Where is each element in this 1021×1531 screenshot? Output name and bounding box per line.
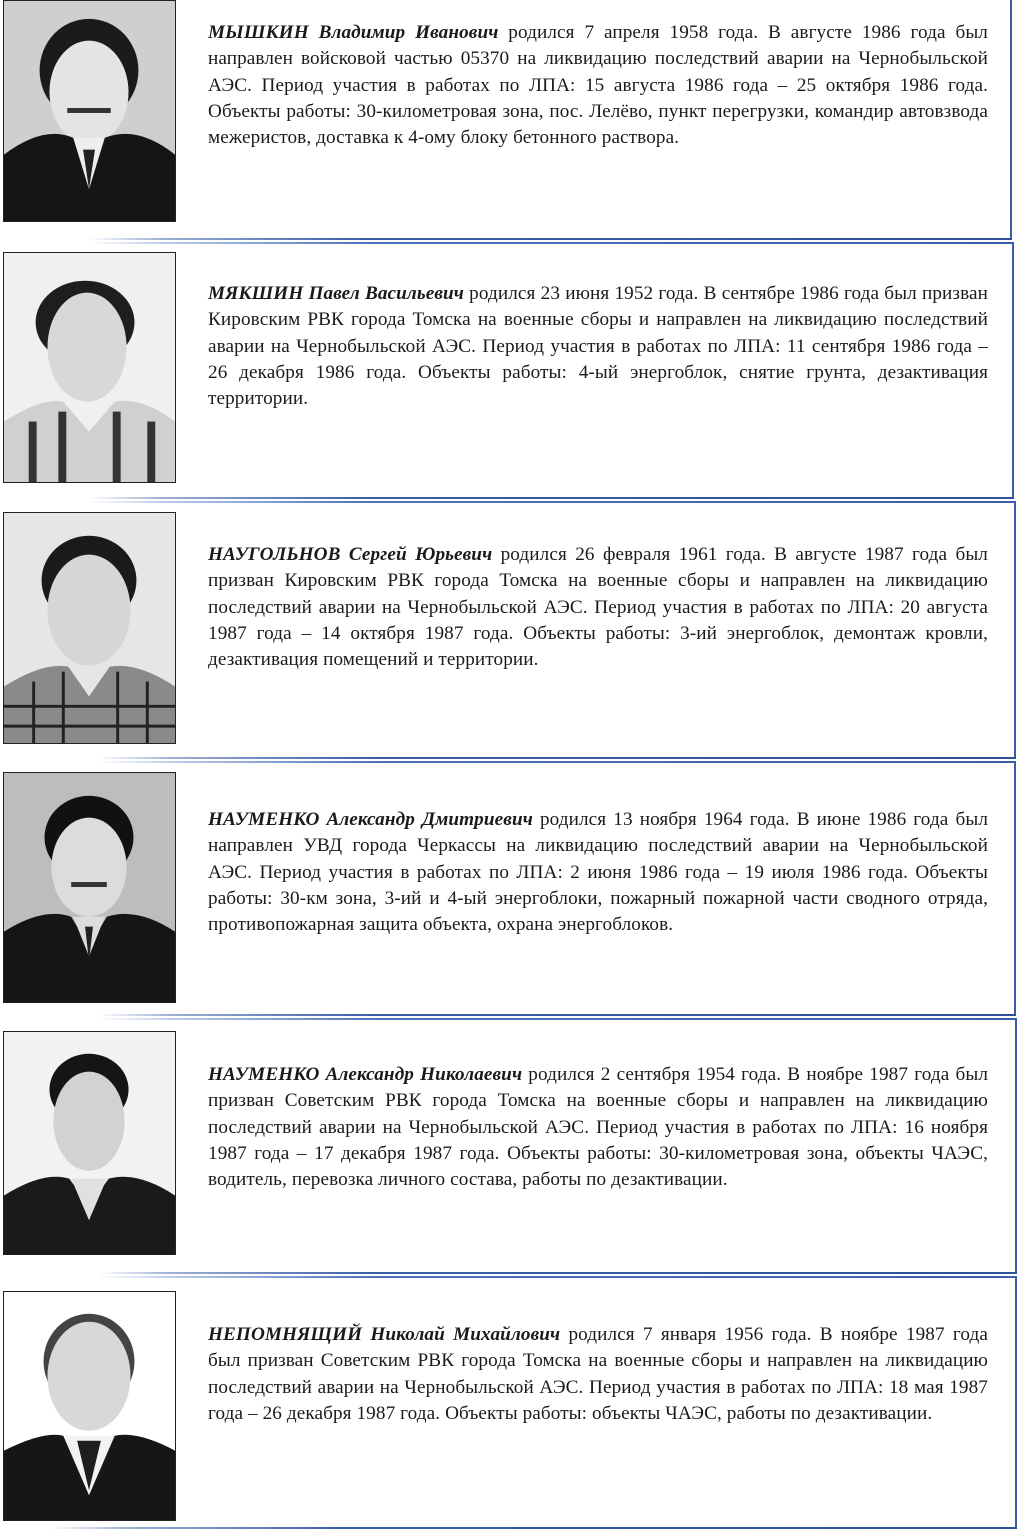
frame-separator: [98, 761, 1016, 763]
frame-separator: [88, 242, 1014, 244]
frame-separator: [88, 238, 1012, 240]
frame-right-line: [1015, 1018, 1017, 1273]
frame-separator: [98, 1276, 1017, 1278]
frame-separator: [88, 497, 1014, 499]
frame-separator: [88, 501, 1016, 503]
frame-separator: [98, 757, 1016, 759]
bio-body: родился 7 января 1956 года. В ноябре 1987 года был призван Советским РВК города Томска на военные сборы и направлен на ликвидацию последствий аварии на Чернобыльской АЭС. Период участия в работах по ЛПА: 18 мая 1987 года – 26 декабря 1987 года. Объекты работы: объекты ЧАЭС, работы по дезактивации.: [208, 1324, 988, 1424]
person-name: МЫШКИН Владимир Иванович: [208, 22, 499, 43]
bio-text: [208, 20, 988, 151]
frame-right-line: [1014, 761, 1016, 1015]
bio-body: родился 23 июня 1952 года. В сентябре 1986 года был призван Кировским РВК города Томска на военные сборы и направлен на ликвидацию последствий аварии на Чернобыльской АЭС. Период участия в работах по ЛПА: 11 сентября 1986 года – 26 декабря 1986 года. Объекты работы: 4-ый энергоблок, снятие грунта, дезактивация территории.: [208, 283, 988, 410]
frame-separator: [98, 1272, 1017, 1274]
person-name: НАУМЕНКО Александр Дмитриевич: [208, 809, 533, 830]
person-name: МЯКШИН Павел Васильевич: [208, 283, 464, 304]
frame-right-line: [1010, 0, 1012, 238]
portrait-photo: [3, 1291, 176, 1521]
bio-body: родился 26 февраля 1961 года. В августе 1987 года был призван Кировским РВК города Томска на военные сборы и направлен на ликвидацию последствий аварии на Чернобыльской АЭС. Период участия в работах по ЛПА: 20 августа 1987 года – 14 октября 1987 года. Объекты работы: 3-ий энергоблок, демонтаж кровли, дезактивация помещений и территории.: [208, 544, 988, 671]
portrait-photo: [3, 0, 176, 222]
bio-text: [208, 542, 988, 673]
bio-body: родился 2 сентября 1954 года. В ноябре 1987 года был призван Советским РВК города Томска на военные сборы и направлен на ликвидацию последствий аварии на Чернобыльской АЭС. Период участия в работах по ЛПА: 16 ноября 1987 года – 17 декабря 1987 года. Объекты работы: 30-километровая зона, объекты ЧАЭС, водитель, перевозка личного состава, работы по дезактивации.: [208, 1064, 988, 1191]
portrait-photo: [3, 772, 176, 1003]
frame-bottom-line: [50, 1527, 1017, 1529]
bio-text: [208, 807, 988, 938]
frame-separator: [98, 1014, 1016, 1016]
portrait-photo: [3, 1031, 176, 1255]
frame-right-line: [1015, 1276, 1017, 1528]
person-name: НЕПОМНЯЩИЙ Николай Михайлович: [208, 1324, 561, 1345]
frame-separator: [98, 1018, 1016, 1020]
bio-body: родился 7 апреля 1958 года. В августе 1986 года был направлен войсковой частью 05370 на ликвидацию последствий аварии на Чернобыльской АЭС. Период участия в работах по ЛПА: 15 августа 1986 года – 25 октября 1986 года. Объекты работы: 30-километровая зона, пос. Лелёво, пункт перегрузки, командир автовзвода межеристов, доставка к 4-ому блоку бетонного раствора.: [208, 22, 988, 149]
person-name: НАУГОЛЬНОВ Сергей Юрьевич: [208, 544, 493, 565]
bio-text: [208, 281, 988, 412]
portrait-photo: [3, 252, 176, 483]
frame-right-line: [1012, 242, 1014, 498]
bio-text: [208, 1062, 988, 1193]
person-name: НАУМЕНКО Александр Николаевич: [208, 1064, 523, 1085]
bio-body: родился 13 ноября 1964 года. В июне 1986 года был направлен УВД города Черкассы на ликвидацию последствий аварии на Чернобыльской АЭС. Период участия в работах по ЛПА: 2 июня 1986 года – 19 июля 1986 года. Объекты работы: 30-км зона, 3-ий и 4-ый энергоблоки, пожарный пожарной части сводного отряда, противопожарная защита объекта, охрана энергоблоков.: [208, 809, 988, 936]
bio-text: [208, 1322, 988, 1427]
frame-right-line: [1014, 501, 1016, 758]
portrait-photo: [3, 512, 176, 744]
